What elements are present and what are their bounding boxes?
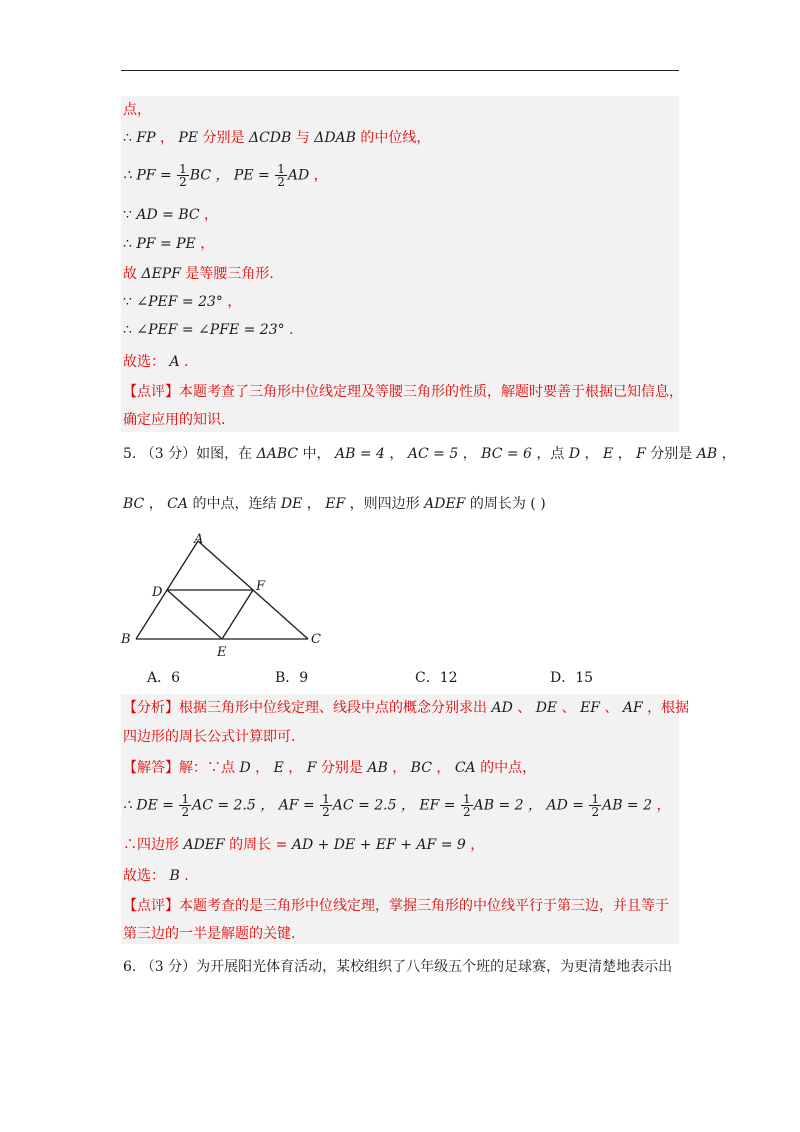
sol5-answer-line-2: ∴ DE = $\frac{1}{2}$ AC = 2.5 ， AF = $\frac{1}{2}$ AC = 2.5 ， EF = $\frac{1}{2}$ AB = 2 ， AD = $\frac{1}{2}$ AB = 2 ， [123, 792, 671, 819]
vertex-label-d: D [152, 585, 163, 600]
sol4-line-9: 故选： A . [123, 354, 189, 370]
segment-de [167, 590, 222, 639]
vertex-label-c: C [311, 632, 321, 647]
sol4-comment-cont: 确定应用的知识. [123, 412, 226, 428]
sol4-line-4: ∵ AD = BC ， [123, 207, 219, 223]
triangle-figure [118, 530, 338, 660]
sol5-answer-line-3: ∴四边形 ADEF 的周长 = AD + DE + EF + AF = 9 ， [123, 837, 485, 853]
sol4-line-7: ∵ ∠PEF = 23° ， [123, 294, 242, 310]
header-rule [121, 70, 679, 71]
fraction-half: $\frac{1}{2}$ [591, 792, 600, 819]
q5-stem-line-2: BC ， CA 的中点，连结 DE ， EF ，则四边形 ADEF 的周长为 ( ) [123, 496, 546, 512]
sol4-line-5: ∴ PF = PE ， [123, 236, 215, 252]
option-c[interactable]: C．12 [415, 670, 458, 686]
sol4-line-3: ∴ PF = $\frac{1}{2}$ BC ， PE = $\frac{1}{2}$ AD ， [123, 162, 328, 189]
sol5-analysis: 【分析】根据三角形中位线定理、线段中点的概念分别求出 AD 、 DE 、 EF 、 AF ，根据 [123, 700, 690, 716]
sol4-line-2: ∴ FP ， PE 分别是 ΔCDB 与 ΔDAB 的中位线， [123, 130, 431, 146]
vertex-label-b: B [121, 632, 131, 647]
vertex-label-e: E [217, 645, 227, 660]
fraction-half: $\frac{1}{2}$ [181, 792, 190, 819]
q5-stem-line-1: 5. （3 分）如图，在 ΔABC 中， AB = 4 ， AC = 5 ， BC = 6 ，点 D ， E ， F 分别是 AB ， [123, 446, 736, 462]
sol5-answer-line-1: 【解答】解：∵点 D ， E ， F 分别是 AB ， BC ， CA 的中点， [123, 760, 537, 776]
fraction-half: $\frac{1}{2}$ [322, 792, 330, 819]
sol5-comment-cont: 第三边的一半是解题的关键. [123, 926, 296, 942]
sol4-line-8: ∴ ∠PEF = ∠PFE = 23° . [123, 322, 294, 338]
sol4-comment: 【点评】本题考查了三角形中位线定理及等腰三角形的性质，解题时要善于根据已知信息， [123, 384, 683, 400]
fraction-half: $\frac{1}{2}$ [277, 162, 285, 189]
sol4-line-1: 点， [123, 102, 151, 118]
sol4-line-6: 故 ΔEPF 是等腰三角形. [123, 266, 274, 282]
option-d[interactable]: D．15 [550, 670, 594, 686]
vertex-label-f: F [256, 579, 266, 594]
q6-stem-line-1: 6. （3 分）为开展阳光体育活动，某校组织了八年级五个班的足球赛，为更清楚地表示出 [123, 959, 673, 975]
fraction-half: $\frac{1}{2}$ [179, 162, 187, 189]
fraction-half: $\frac{1}{2}$ [462, 792, 471, 819]
vertex-label-a: A [194, 532, 204, 547]
sol5-comment: 【点评】本题考查的是三角形中位线定理，掌握三角形的中位线平行于第三边，并且等于 [123, 898, 669, 914]
option-a[interactable]: A．6 [147, 670, 181, 686]
option-b[interactable]: B．9 [275, 670, 309, 686]
sol5-answer-line-4: 故选： B . [123, 868, 189, 884]
segment-ef [222, 590, 253, 639]
sol5-analysis-cont: 四边形的周长公式计算即可. [123, 729, 296, 745]
